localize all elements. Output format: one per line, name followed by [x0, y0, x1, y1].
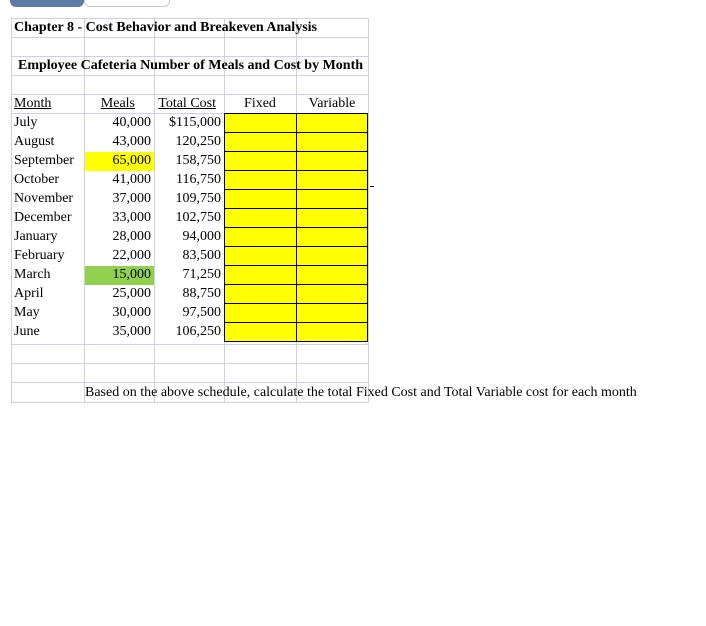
variable-input-cell[interactable] [296, 246, 368, 266]
total-cost-cell: 106,250 [175, 324, 221, 339]
month-cell: September [14, 153, 74, 168]
total-cost-cell: 94,000 [182, 229, 221, 244]
grid-line [11, 75, 369, 76]
inactive-sheet-tab[interactable] [84, 0, 170, 7]
meals-cell: 40,000 [112, 115, 151, 130]
variable-input-cell[interactable] [296, 113, 368, 133]
variable-input-cell[interactable] [296, 151, 368, 171]
month-cell: April [14, 286, 44, 301]
month-cell: December [14, 210, 72, 225]
month-cell: July [14, 115, 38, 130]
variable-input-cell[interactable] [296, 208, 368, 228]
fixed-input-cell[interactable] [224, 189, 297, 209]
meals-cell: 15,000 [112, 267, 151, 282]
grid-line [11, 344, 369, 345]
grid-line [11, 402, 369, 403]
total-cost-cell: 109,750 [175, 191, 221, 206]
total-cost-cell: 158,750 [175, 153, 221, 168]
fixed-input-cell[interactable] [224, 151, 297, 171]
header-fixed: Fixed [244, 96, 276, 111]
meals-cell: 37,000 [112, 191, 151, 206]
fixed-input-cell[interactable] [224, 303, 297, 323]
table-title: Employee Cafeteria Number of Meals and Cost by Month [18, 58, 364, 73]
variable-input-cell[interactable] [296, 322, 368, 342]
meals-cell: 41,000 [112, 172, 151, 187]
meals-cell: 25,000 [112, 286, 151, 301]
total-cost-cell: $115,000 [169, 115, 221, 130]
fixed-input-cell[interactable] [224, 113, 297, 133]
month-cell: May [14, 305, 40, 320]
month-cell: November [14, 191, 74, 206]
month-cell: August [14, 134, 55, 149]
variable-input-cell[interactable] [296, 227, 368, 247]
meals-cell: 22,000 [112, 248, 151, 263]
chapter-title: Chapter 8 - Cost Behavior and Breakeven Analysis [14, 20, 317, 35]
variable-input-cell[interactable] [296, 303, 368, 323]
month-cell: January [14, 229, 58, 244]
meals-cell: 33,000 [112, 210, 151, 225]
dash-mark [370, 186, 374, 187]
meals-cell: 28,000 [112, 229, 151, 244]
month-cell: March [14, 267, 51, 282]
fixed-input-cell[interactable] [224, 284, 297, 304]
total-cost-cell: 71,250 [182, 267, 221, 282]
meals-cell: 65,000 [112, 153, 151, 168]
total-cost-cell: 120,250 [175, 134, 221, 149]
fixed-input-cell[interactable] [224, 265, 297, 285]
fixed-input-cell[interactable] [224, 132, 297, 152]
header-variable: Variable [308, 96, 356, 111]
fixed-input-cell[interactable] [224, 208, 297, 228]
month-cell: October [14, 172, 60, 187]
variable-input-cell[interactable] [296, 189, 368, 209]
total-cost-cell: 83,500 [182, 248, 221, 263]
month-cell: February [14, 248, 65, 263]
variable-input-cell[interactable] [296, 170, 368, 190]
fixed-input-cell[interactable] [224, 246, 297, 266]
variable-input-cell[interactable] [296, 132, 368, 152]
meals-cell: 35,000 [112, 324, 151, 339]
fixed-input-cell[interactable] [224, 227, 297, 247]
header-month: Month [14, 96, 52, 111]
variable-input-cell[interactable] [296, 284, 368, 304]
grid-line [11, 37, 369, 38]
month-cell: June [14, 324, 40, 339]
total-cost-cell: 97,500 [182, 305, 221, 320]
fixed-input-cell[interactable] [224, 322, 297, 342]
header-total-cost: Total Cost [158, 96, 216, 111]
grid-line [11, 363, 369, 364]
total-cost-cell: 116,750 [176, 172, 221, 187]
variable-input-cell[interactable] [296, 265, 368, 285]
instruction-text: Based on the above schedule, calculate the total Fixed Cost and Total Variable cost for each month [85, 385, 637, 400]
meals-cell: 30,000 [112, 305, 151, 320]
total-cost-cell: 88,750 [182, 286, 221, 301]
meals-cell: 43,000 [112, 134, 151, 149]
header-meals: Meals [100, 96, 135, 111]
spreadsheet [11, 18, 637, 403]
active-sheet-tab[interactable] [10, 0, 84, 7]
fixed-input-cell[interactable] [224, 170, 297, 190]
total-cost-cell: 102,750 [175, 210, 221, 225]
